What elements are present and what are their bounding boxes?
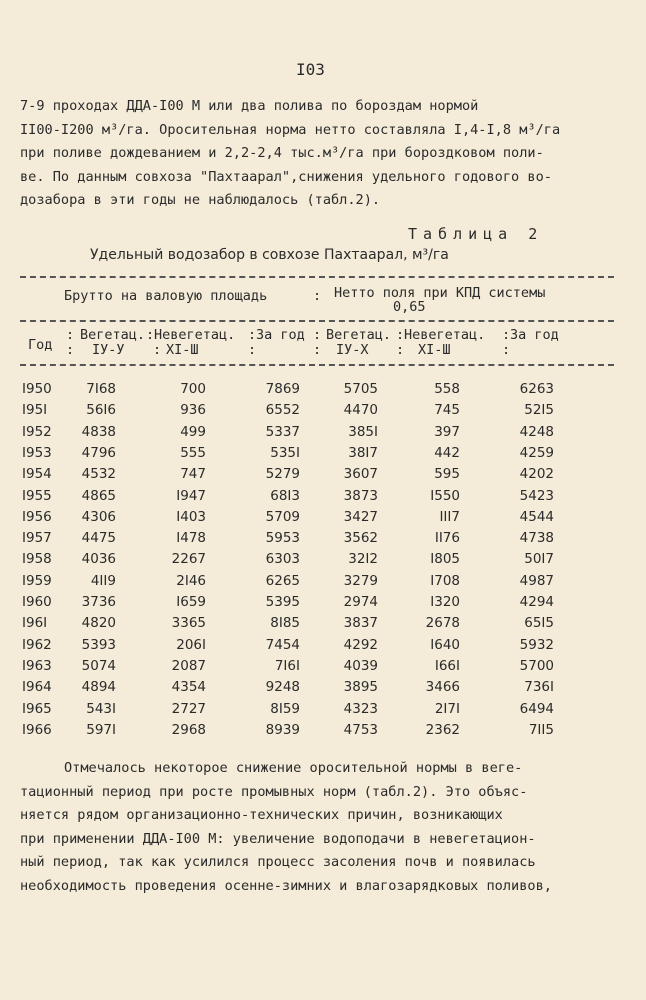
paragraph-conclusion: [20, 757, 620, 898]
cell-year: I965: [22, 700, 52, 717]
header-year: Год: [28, 337, 53, 353]
column-separator: :: [396, 327, 405, 343]
cell-noveg: 2727: [171, 700, 206, 717]
header-veg: Вегетац.: [80, 327, 146, 343]
cell-noveg: 206I: [176, 636, 206, 653]
cell-total: 6303: [265, 551, 300, 568]
cell-year: I966: [22, 721, 52, 738]
cell-year: I95I: [22, 402, 48, 419]
cell-noveg-netto: 3466: [425, 679, 460, 696]
cell-total-netto: 4738: [519, 530, 554, 547]
cell-veg: 4894: [81, 679, 116, 696]
cell-noveg-netto: 2678: [425, 615, 460, 632]
cell-year: I952: [22, 423, 52, 440]
cell-total: 8I59: [270, 700, 300, 717]
table-row: [0, 573, 646, 594]
cell-year: I956: [22, 508, 52, 525]
column-separator: :: [313, 342, 322, 358]
cell-noveg-netto: I708: [430, 572, 460, 589]
table-row: [0, 679, 646, 700]
header-veg-netto: Вегетац.: [326, 327, 392, 343]
cell-noveg-netto: 2I7I: [434, 700, 460, 717]
cell-total-netto: 6263: [519, 381, 554, 397]
cell-year: I958: [22, 551, 52, 568]
table-row: [0, 509, 646, 530]
text-line: 7-9 проходах ДДА-I00 М или два полива по бороздам нормой: [20, 98, 479, 114]
table-row: [0, 381, 646, 402]
cell-total-netto: 50I7: [524, 551, 554, 568]
header-group-brutto: Брутто на валовую площадь: [64, 288, 268, 304]
cell-total: 6552: [265, 402, 300, 419]
text-line: дозабора в эти годы не наблюдалось (табл.2).: [20, 192, 381, 208]
cell-total: 7454: [265, 636, 300, 653]
table-row: [0, 637, 646, 658]
column-separator: :: [313, 288, 322, 304]
header-noveg-period: XI-Ш: [166, 342, 199, 358]
cell-veg: 5074: [81, 657, 116, 674]
column-separator: :: [396, 342, 405, 358]
column-separator: :: [66, 342, 75, 358]
table-row: [0, 445, 646, 466]
cell-noveg: 2267: [171, 551, 206, 568]
cell-noveg: I478: [176, 530, 206, 547]
cell-total: 5395: [265, 594, 300, 610]
cell-noveg-netto: II76: [434, 530, 460, 547]
cell-veg-netto: 3895: [343, 679, 378, 696]
cell-year: I953: [22, 444, 52, 461]
text-line: необходимость проведения осенне-зимних и влагозарядковых поливов,: [20, 877, 552, 894]
cell-veg: 4475: [81, 530, 116, 547]
cell-veg: 4796: [81, 444, 116, 461]
cell-veg: 3736: [81, 594, 116, 610]
column-separator: :: [502, 327, 511, 343]
cell-noveg-netto: 595: [434, 466, 460, 483]
cell-veg-netto: 3837: [343, 615, 378, 632]
cell-noveg: I947: [176, 487, 206, 504]
cell-veg-netto: 3279: [343, 572, 378, 589]
header-veg-period: IУ-У: [92, 342, 125, 358]
column-separator: :: [248, 342, 257, 358]
table-rule-top: [20, 276, 614, 278]
cell-veg: 597I: [86, 721, 116, 738]
cell-veg: 56I6: [86, 402, 116, 419]
cell-noveg: 936: [180, 402, 206, 419]
cell-noveg-netto: I805: [430, 551, 460, 568]
cell-noveg-netto: 745: [434, 402, 460, 419]
table-row: [0, 488, 646, 509]
cell-noveg: 2968: [171, 721, 206, 738]
cell-year: I96I: [22, 615, 48, 632]
header-noveg-netto: Невегетац.: [404, 327, 486, 343]
cell-total: 5279: [265, 466, 300, 483]
cell-veg-netto: 4753: [343, 721, 378, 738]
cell-total: 5709: [265, 508, 300, 525]
cell-total-netto: 6494: [519, 700, 554, 717]
cell-veg-netto: 4323: [343, 700, 378, 717]
header-group-netto: Нетто поля при КПД системы: [334, 285, 546, 301]
cell-total-netto: 4294: [519, 594, 554, 610]
cell-noveg-netto: 397: [434, 423, 460, 440]
column-separator: :: [502, 342, 511, 358]
table-row: [0, 402, 646, 423]
table-row: [0, 551, 646, 572]
table-row: [0, 530, 646, 551]
cell-veg: 4820: [81, 615, 116, 632]
cell-noveg: 555: [180, 444, 206, 461]
cell-total-netto: 4987: [519, 572, 554, 589]
table-row: [0, 615, 646, 636]
cell-total: 7I6I: [274, 657, 300, 674]
cell-total: 8I85: [270, 615, 300, 632]
header-noveg: Невегетац.: [154, 327, 236, 343]
header-group-netto-efficiency: 0,65: [393, 299, 426, 315]
cell-total: 5337: [265, 423, 300, 440]
text-line: Отмечалось некоторое снижение оросительной нормы в веге-: [64, 760, 523, 776]
text-line: тационный период при росте промывных норм (табл.2). Это объяс-: [20, 783, 528, 800]
header-year-total: За год: [256, 327, 305, 343]
cell-noveg-netto: I66I: [434, 657, 460, 674]
cell-veg: 5393: [81, 636, 116, 653]
column-separator: :: [248, 327, 257, 343]
cell-total-netto: 65I5: [524, 615, 554, 632]
cell-noveg: 700: [180, 381, 206, 397]
paragraph-intro: [20, 95, 620, 213]
cell-veg-netto: 385I: [348, 423, 378, 440]
cell-veg: 4532: [81, 466, 116, 483]
cell-total: 7869: [265, 381, 300, 397]
cell-total-netto: 52I5: [524, 402, 554, 419]
table-rule-middle: [20, 320, 614, 322]
cell-year: I960: [22, 594, 52, 610]
cell-noveg-netto: III7: [439, 508, 460, 525]
cell-year: I950: [22, 381, 52, 397]
column-separator: :: [313, 327, 322, 343]
page-number: I03: [296, 60, 325, 79]
cell-total-netto: 736I: [524, 679, 554, 696]
cell-veg: 543I: [86, 700, 116, 717]
cell-noveg-netto: 558: [434, 381, 460, 397]
cell-year: I959: [22, 572, 52, 589]
cell-total: 6265: [265, 572, 300, 589]
cell-total-netto: 4259: [519, 444, 554, 461]
table-row: [0, 594, 646, 615]
cell-total-netto: 5423: [519, 487, 554, 504]
cell-noveg: I403: [176, 508, 206, 525]
cell-noveg: 4354: [171, 679, 206, 696]
cell-noveg: 3365: [171, 615, 206, 632]
cell-year: I963: [22, 657, 52, 674]
table-row: [0, 722, 646, 743]
cell-veg: 7I68: [86, 381, 116, 397]
header-noveg-netto-period: XI-Ш: [418, 342, 451, 358]
cell-noveg-netto: I550: [430, 487, 460, 504]
cell-total-netto: 5700: [519, 657, 554, 674]
column-separator: :: [153, 342, 162, 358]
cell-noveg-netto: 2362: [425, 721, 460, 738]
cell-noveg: 747: [180, 466, 206, 483]
cell-year: I957: [22, 530, 52, 547]
cell-total: 68I3: [270, 487, 300, 504]
table-row: [0, 701, 646, 722]
text-line: ный период, так как усилился процесс засоления почв и появилась: [20, 854, 536, 870]
cell-veg-netto: 32I2: [348, 551, 378, 568]
cell-veg: 4865: [81, 487, 116, 504]
table-row: [0, 466, 646, 487]
cell-veg: 4306: [81, 508, 116, 525]
cell-veg-netto: 4039: [343, 657, 378, 674]
text-line: ве. По данным совхоза "Пахтаарал",снижения удельного годового во-: [20, 168, 552, 185]
cell-total-netto: 4544: [519, 508, 554, 525]
cell-total-netto: 5932: [519, 636, 554, 653]
cell-veg-netto: 3562: [343, 530, 378, 547]
cell-noveg: 499: [180, 423, 206, 440]
cell-noveg-netto: I320: [430, 594, 460, 610]
text-line: при применении ДДА-I00 М: увеличение водоподачи в невегетацион-: [20, 830, 536, 847]
table-row: [0, 658, 646, 679]
cell-veg-netto: 4292: [343, 636, 378, 653]
cell-total: 535I: [270, 444, 300, 461]
cell-total: 9248: [265, 679, 300, 696]
table-title: Удельный водозабор в совхозе Пахтаарал, м³/га: [90, 247, 449, 263]
cell-noveg: 2I46: [176, 572, 206, 589]
cell-total: 8939: [265, 721, 300, 738]
column-separator: :: [66, 327, 75, 343]
cell-veg-netto: 5705: [343, 381, 378, 397]
cell-veg-netto: 2974: [343, 594, 378, 610]
cell-noveg: I659: [176, 594, 206, 610]
cell-year: I964: [22, 679, 52, 696]
table-label: Таблица 2: [408, 225, 544, 243]
text-line: няется рядом организационно-технических причин, возникающих: [20, 807, 503, 823]
cell-veg: 4II9: [90, 572, 116, 589]
cell-year: I962: [22, 636, 52, 653]
cell-total-netto: 4248: [519, 423, 554, 440]
table-row: [0, 424, 646, 445]
cell-veg-netto: 38I7: [348, 444, 378, 461]
cell-noveg-netto: I640: [430, 636, 460, 653]
cell-veg-netto: 4470: [343, 402, 378, 419]
table-rule-bottom: [20, 364, 614, 366]
header-veg-netto-period: IУ-X: [336, 342, 369, 358]
cell-veg-netto: 3427: [343, 508, 378, 525]
column-separator: :: [146, 327, 155, 343]
cell-veg: 4036: [81, 551, 116, 568]
cell-total: 5953: [265, 530, 300, 547]
cell-veg-netto: 3607: [343, 466, 378, 483]
cell-noveg-netto: 442: [434, 444, 460, 461]
header-year-total-netto: За год: [510, 327, 559, 343]
cell-year: I955: [22, 487, 52, 504]
cell-year: I954: [22, 466, 52, 483]
cell-veg: 4838: [81, 423, 116, 440]
text-line: II00-I200 м³/га. Оросительная норма нетто составляла I,4-I,8 м³/га: [20, 121, 561, 138]
cell-veg-netto: 3873: [343, 487, 378, 504]
cell-total-netto: 4202: [519, 466, 554, 483]
text-line: при поливе дождеванием и 2,2-2,4 тыс.м³/га при бороздковом поли-: [20, 145, 544, 161]
cell-noveg: 2087: [171, 657, 206, 674]
cell-total-netto: 7II5: [528, 721, 554, 738]
